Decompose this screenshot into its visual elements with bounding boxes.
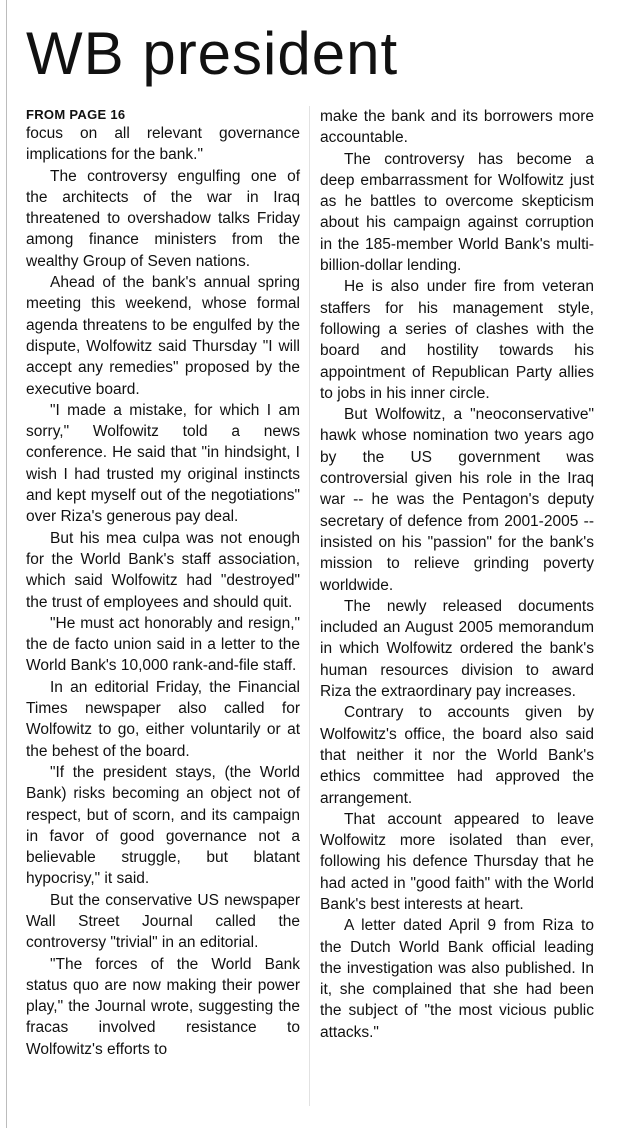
paragraph: The controversy has become a deep embarrassment for Wolfowitz just as he battles to overcome skepticism about his campaign against corruption in the 185-member World Bank's multi-billion-dollar lending. [320,150,594,275]
paragraph: But his mea culpa was not enough for the World Bank's staff association, which said Wolfowitz had "destroyed" the trust of employees and should quit. [26,529,300,611]
headline: WB president [26,20,399,87]
paragraph: The controversy engulfing one of the architects of the war in Iraq threatened to overshadow talks Friday among finance ministers from the wealthy Group of Seven nations. [26,167,300,270]
article-column-left [26,106,300,1060]
paragraph: The newly released documents included an August 2005 memorandum in which Wolfowitz ordered the bank's human resources division to award Riza the extraordinary pay increases. [320,597,594,701]
paragraph: In an editorial Friday, the Financial Times newspaper also called for Wolfowitz to go, either voluntarily or at the behest of the board. [26,678,300,760]
article-column-right [320,106,594,1043]
paragraph: But the conservative US newspaper Wall Street Journal called the controversy "trivial" in an editorial. [26,891,300,952]
paragraph: "I made a mistake, for which I am sorry," Wolfowitz told a news conference. He said that "in hindsight, I wish I had trusted my original instincts and kept myself out of the negotiations" over Riza's generous pay deal. [26,401,300,526]
paragraph: A letter dated April 9 from Riza to the Dutch World Bank official leading the investigation was also published. In it, she complained that she had been the subject of "the most vicious public attacks." [320,917,594,1041]
paragraph: "If the president stays, (the World Bank) risks becoming an object not of respect, but of scorn, and its campaign in favor of good governance not a believable struggle, but blatant hypocrisy," it said. [26,763,300,888]
paragraph: "The forces of the World Bank status quo are now making their power play," the Journal wrote, suggesting the fracas involved resistance to Wolfowitz's efforts to [26,955,300,1058]
column-divider [309,106,310,1106]
paragraph: "He must act honorably and resign," the de facto union said in a letter to the World Bank's 10,000 rank-and-file staff. [26,614,300,675]
jump-line: FROM PAGE 16 [26,107,126,122]
paragraph: Ahead of the bank's annual spring meeting this weekend, whose formal agenda threatens to be engulfed by the dispute, Wolfowitz said Thursday "I will accept any remedies" proposed by the executive board. [26,274,300,398]
page-edge-rule [6,0,7,1128]
paragraph: make the bank and its borrowers more accountable. [320,108,594,147]
paragraph: focus on all relevant governance implications for the bank." [26,125,300,164]
paragraph: He is also under fire from veteran staffers for his management style, following a series of clashes with the board and hostility towards his appointment of Republican Party allies to jobs in his inner circle. [320,278,594,402]
paragraph: Contrary to accounts given by Wolfowitz's office, the board also said that neither it nor the World Bank's ethics committee had approved the arrangement. [320,704,594,807]
paragraph: That account appeared to leave Wolfowitz more isolated than ever, following his defence Thursday that he had acted in "good faith" with the World Bank's best interests at heart. [320,810,594,913]
paragraph: But Wolfowitz, a "neoconservative" hawk whose nomination two years ago by the US government was controversial given his role in the Iraq war -- he was the Pentagon's deputy secretary of defence from 2001-2005 -- insisted on his "passion" for the bank's mission to relieve grinding poverty worldwide. [320,406,594,594]
